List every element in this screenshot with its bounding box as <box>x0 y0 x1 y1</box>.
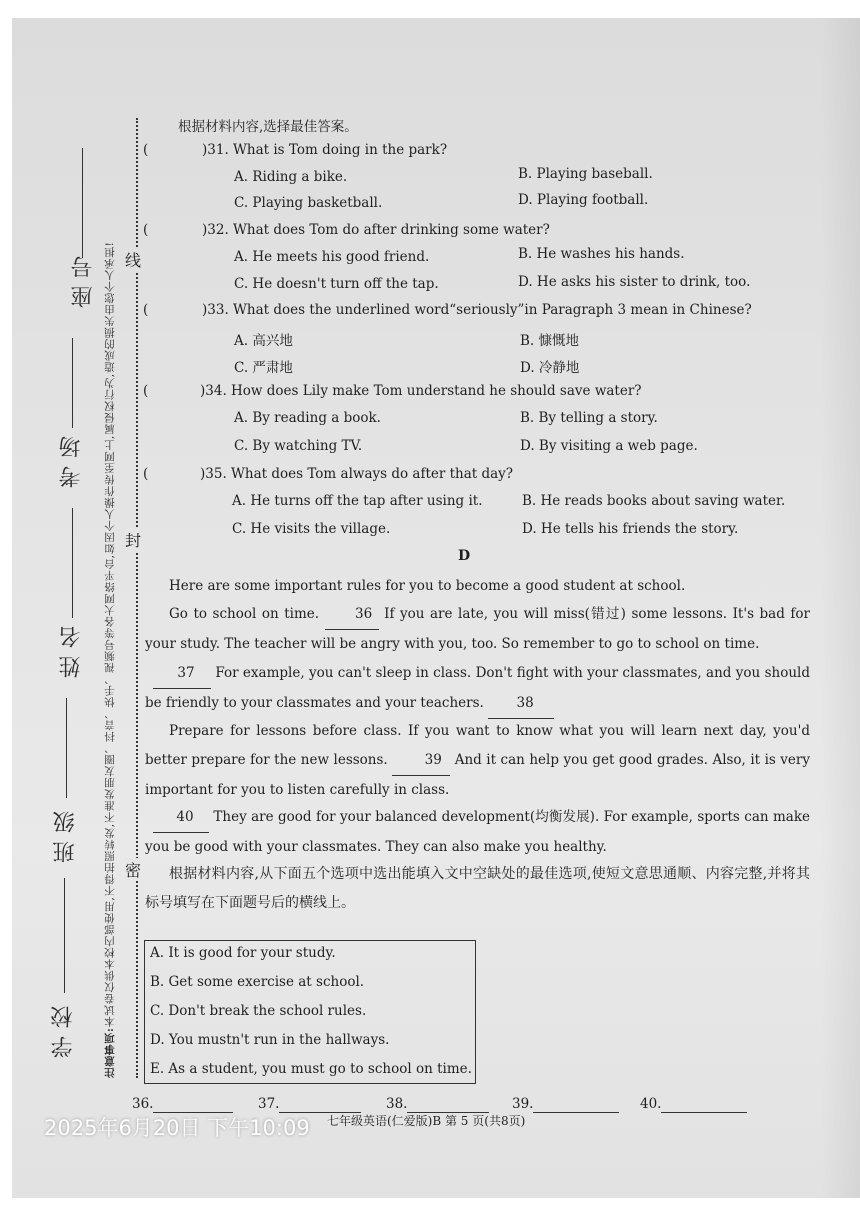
section-d-paragraph-4: 40 They are good for your balanced development(均衡发展). For example, sports can make you be good with your classmates. They can also make you healthy. <box>145 803 810 862</box>
q31-option-a: A. Riding a bike. <box>234 169 348 185</box>
answer-38[interactable]: 38. <box>386 1096 489 1113</box>
section-d-heading: D <box>458 548 471 564</box>
q33-option-a: A. 高兴地 <box>234 333 293 349</box>
option-d: D. You mustn't run in the hallways. <box>150 1032 390 1048</box>
question-35-bracket: ( <box>143 466 149 482</box>
seat-label: 座号 <box>71 248 96 308</box>
section-d-paragraph-2: 37 For example, you can't sleep in class. Don't fight with your classmates, and you should be friendly to your classmates and your teachers. 38 <box>145 659 810 719</box>
section-d-paragraph-1: Go to school on time. 36 If you are late, you will miss(错过) some lessons. It's bad for your study. The teacher will be angry with you, too. So remember to go to school on time. <box>145 600 810 659</box>
name-field-line <box>72 508 73 618</box>
q34-option-a: A. By reading a book. <box>234 410 381 426</box>
question-35-stem: )35. What does Tom always do after that day? <box>200 466 514 482</box>
q35-option-c: C. He visits the village. <box>232 521 391 537</box>
q32-option-a: A. He meets his good friend. <box>234 249 430 265</box>
question-34-bracket: ( <box>143 383 149 399</box>
answer-39[interactable]: 39. <box>512 1096 619 1113</box>
q31-option-c: C. Playing basketball. <box>234 195 383 211</box>
q35-option-a: A. He turns off the tap after using it. <box>232 493 483 509</box>
notice-text: 注意事项:本试卷仅供本校内部使用,不得拍照转发,不准发朋友圈、抖音、快手、视频号等各大网络平台,如因个人操作传至网上,属侵权行为,造成的损失由您个人承担! <box>104 241 116 1078</box>
section-d-paragraph-3: Prepare for lessons before class. If you want to know what you will learn next day, you'd better prepare for the new lessons. 39 And it can help you get good grades. Also, it is very important for you to listen carefully in class. <box>145 723 811 798</box>
question-34-stem: )34. How does Lily make Tom understand he should save water? <box>200 383 642 399</box>
blank-37[interactable]: 37 <box>153 659 211 689</box>
seal-mark-seal: 封 <box>125 528 141 551</box>
q35-option-b: B. He reads books about saving water. <box>522 493 786 509</box>
answer-40[interactable]: 40. <box>640 1096 747 1113</box>
q32-option-c: C. He doesn't turn off the tap. <box>234 276 439 292</box>
seal-mark-line: 线 <box>125 248 141 271</box>
exam-paper <box>12 18 860 1198</box>
question-33-stem: )33. What does the underlined word“seriously”in Paragraph 3 mean in Chinese? <box>202 302 752 318</box>
section-d-intro: Here are some important rules for you to become a good student at school. <box>169 578 686 594</box>
class-field-line <box>66 698 67 798</box>
answer-36[interactable]: 36. <box>132 1096 233 1113</box>
option-c: C. Don't break the school rules. <box>150 1003 367 1019</box>
blank-36[interactable]: 36 <box>325 600 379 630</box>
section-c-instruction: 根据材料内容,选择最佳答案。 <box>178 119 358 135</box>
options-box <box>144 940 476 1084</box>
photo-timestamp: 2025年6月20日 下午10:09 <box>44 1116 310 1140</box>
q33-option-d: D. 冷静地 <box>520 360 580 376</box>
q32-option-b: B. He washes his hands. <box>518 246 685 262</box>
q31-option-d: D. Playing football. <box>518 192 649 208</box>
page-footer: 七年级英语(仁爱版)B 第 5 页(共8页) <box>327 1114 526 1128</box>
seal-mark-secret: 密 <box>125 858 141 881</box>
name-label: 姓名 <box>59 618 84 678</box>
school-field-line <box>64 878 65 993</box>
question-31-stem: )31. What is Tom doing in the park? <box>202 142 448 158</box>
question-32-stem: )32. What does Tom do after drinking some water? <box>202 222 550 238</box>
seat-field-line <box>82 148 83 258</box>
question-33-bracket: ( <box>143 302 149 318</box>
question-31-bracket: ( <box>143 142 149 158</box>
q34-option-c: C. By watching TV. <box>234 438 363 454</box>
room-field-line <box>72 338 73 428</box>
option-a: A. It is good for your study. <box>150 945 336 961</box>
q33-option-c: C. 严肃地 <box>234 360 293 376</box>
q33-option-b: B. 慷慨地 <box>520 333 580 349</box>
q31-option-b: B. Playing baseball. <box>518 166 653 182</box>
blank-38[interactable]: 38 <box>488 689 554 719</box>
q34-option-d: D. By visiting a web page. <box>520 438 698 454</box>
blank-39[interactable]: 39 <box>392 746 450 776</box>
exam-room-label: 考场 <box>59 428 84 488</box>
answer-37[interactable]: 37. <box>258 1096 361 1113</box>
q34-option-b: B. By telling a story. <box>520 410 658 426</box>
q35-option-d: D. He tells his friends the story. <box>522 521 739 537</box>
school-label: 学校 <box>51 998 76 1058</box>
section-d-instruction: 根据材料内容,从下面五个选项中选出能填入文中空缺处的最佳选项,使短文意思通顺、内容完整,并将其标号填写在下面题号后的横线上。 <box>145 866 810 911</box>
question-32-bracket: ( <box>143 222 149 238</box>
blank-40[interactable]: 40 <box>153 803 209 833</box>
option-b: B. Get some exercise at school. <box>150 974 365 990</box>
option-e: E. As a student, you must go to school on time. <box>150 1061 472 1077</box>
class-label: 班级 <box>53 803 78 863</box>
q32-option-d: D. He asks his sister to drink, too. <box>518 274 751 290</box>
